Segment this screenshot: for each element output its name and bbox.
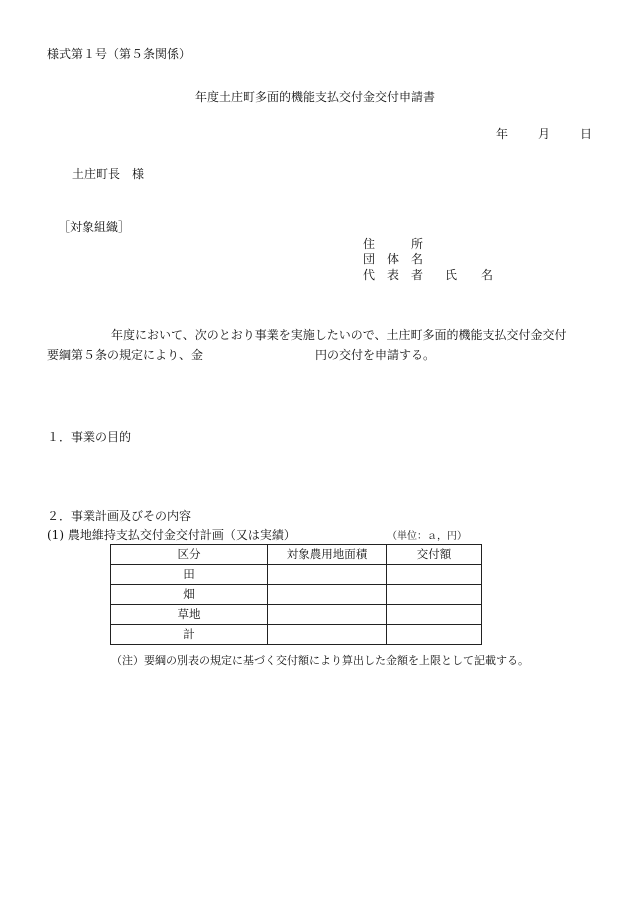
header-amount: 交付額 [387, 545, 482, 565]
section-plan-heading: ２．事業計画及びその内容 [47, 509, 192, 523]
body-line-1: 年度において、次のとおり事業を実施したいので、土庄町多面的機能支払交付金交付 [111, 328, 567, 342]
date-day: 日 [580, 127, 593, 141]
table-row [111, 585, 482, 605]
row-amount-cell [387, 565, 482, 585]
date-month: 月 [538, 127, 551, 141]
table-total-row [111, 625, 482, 645]
table-header-row [111, 545, 482, 565]
table-row [111, 605, 482, 625]
representative-label: 代 表 者 [363, 268, 424, 282]
date-line [496, 127, 592, 141]
row-area-cell [268, 605, 387, 625]
row-area-cell [268, 625, 387, 645]
row-category: 畑 [111, 585, 268, 605]
row-category: 計 [111, 625, 268, 645]
header-area: 対象農用地面積 [268, 545, 387, 565]
amount-prefix: 要綱第５条の規定により、金 [47, 348, 204, 362]
row-category: 草地 [111, 605, 268, 625]
name-label: 氏 名 [445, 268, 494, 282]
representative-line [363, 268, 493, 282]
subsection-heading: (1) 農地維持支払交付金交付計画（又は実績） [47, 528, 296, 542]
row-category: 田 [111, 565, 268, 585]
row-amount-cell [387, 625, 482, 645]
unit-note: （単位：ａ，円） [387, 531, 467, 542]
date-year: 年 [496, 127, 509, 141]
document-title: 年度土庄町多面的機能支払交付金交付申請書 [194, 90, 435, 104]
row-amount-cell [387, 585, 482, 605]
table-row [111, 565, 482, 585]
addressee: 土庄町長 様 [72, 167, 145, 181]
footnote: （注）要綱の別表の規定に基づく交付額により算出した金額を上限として記載する。 [111, 654, 529, 667]
address-label: 住 所 [363, 237, 424, 251]
row-amount-cell [387, 605, 482, 625]
header-category: 区分 [111, 545, 268, 565]
group-name-label: 団 体 名 [363, 252, 424, 266]
body-line-2 [47, 348, 435, 362]
row-area-cell [268, 585, 387, 605]
row-area-cell [268, 565, 387, 585]
amount-suffix: 円の交付を申請する。 [315, 348, 436, 362]
form-number: 様式第１号（第５条関係） [47, 47, 192, 61]
payment-plan-table [110, 544, 482, 645]
target-org-heading: ［対象組織］ [58, 220, 131, 234]
section-purpose-heading: １．事業の目的 [47, 430, 132, 444]
